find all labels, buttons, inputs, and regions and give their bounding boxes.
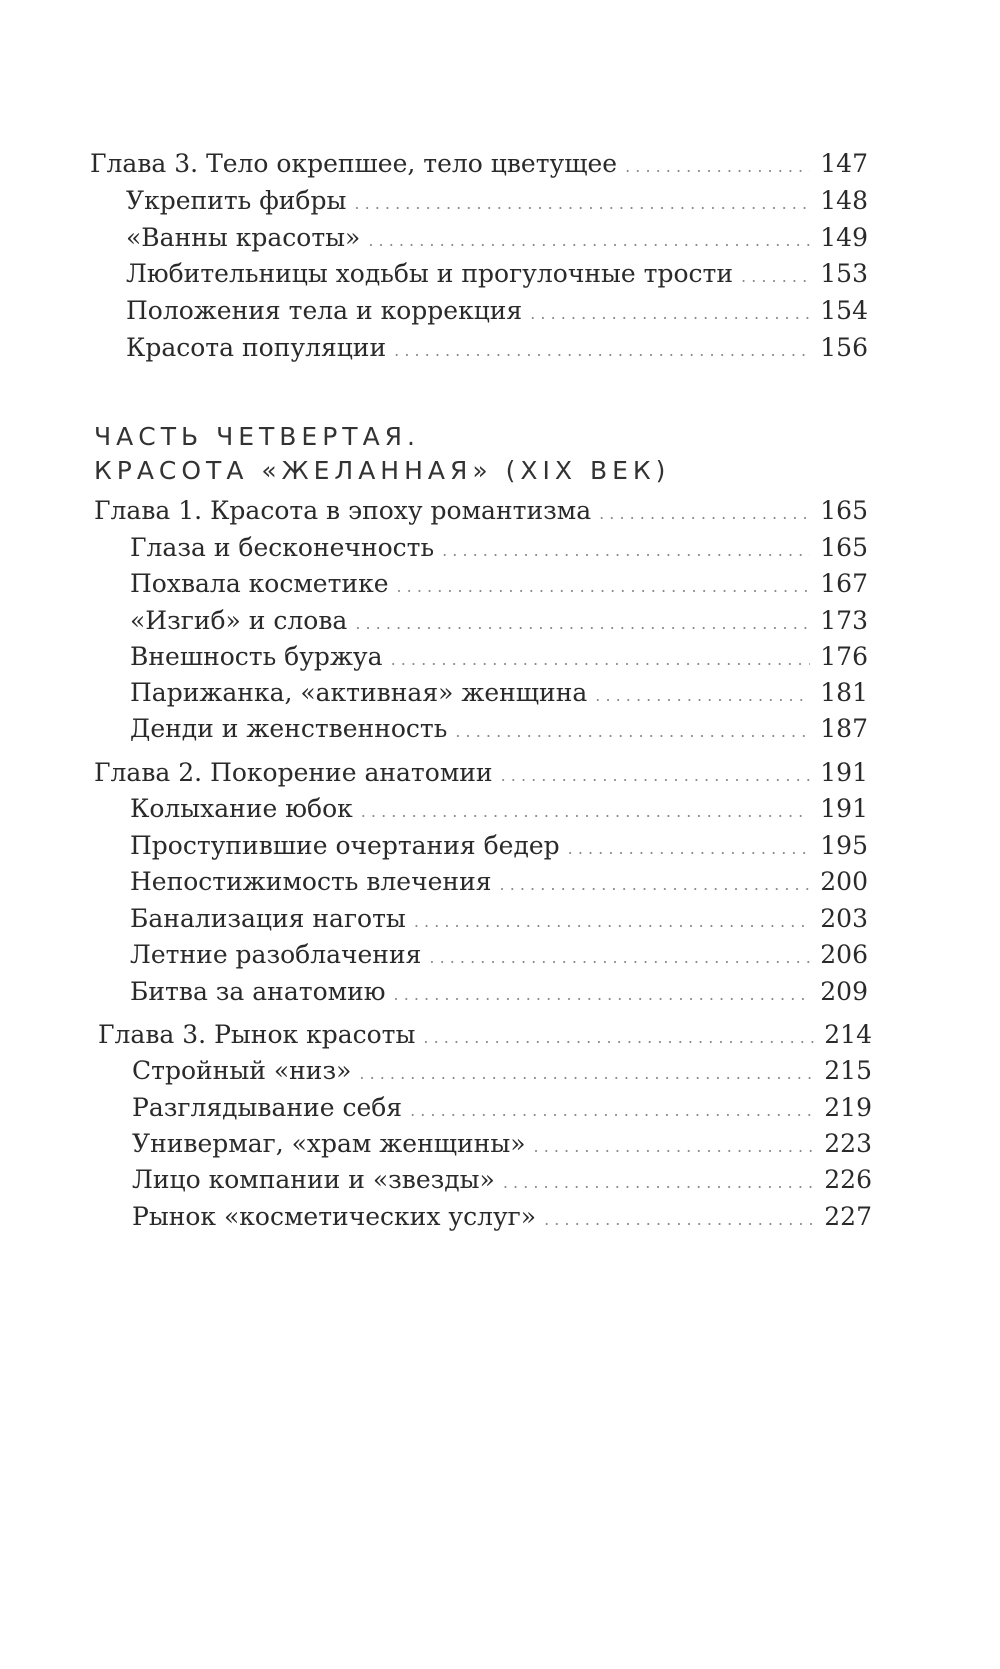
- toc-entry-page: 223: [824, 1129, 872, 1158]
- toc-entry: [132, 1199, 872, 1235]
- toc-entry: [126, 256, 868, 292]
- dot-leader: [544, 1202, 814, 1238]
- dot-leader: [423, 1020, 814, 1056]
- toc-entry-page: 209: [820, 977, 868, 1006]
- toc-entry-page: 215: [824, 1056, 872, 1085]
- dot-leader: [500, 867, 811, 903]
- dot-leader: [359, 1056, 814, 1092]
- toc-entry: [126, 220, 868, 256]
- toc-entry-page: 187: [820, 714, 868, 743]
- dot-leader: [501, 758, 811, 794]
- toc-entry-page: 200: [820, 867, 868, 896]
- toc-entry-title: Глава 1. Красота в эпоху романтизма: [94, 496, 592, 525]
- toc-entry-title: Проступившие очертания бедер: [130, 831, 560, 860]
- toc-entry-title: Глава 3. Тело окрепшее, тело цветущее: [90, 149, 618, 178]
- toc-entry: [130, 828, 868, 864]
- toc-entry: [130, 675, 868, 711]
- toc-entry-title: Глава 2. Покорение анатомии: [94, 758, 493, 787]
- toc-entry: [130, 791, 868, 827]
- toc-entry-page: 165: [820, 496, 868, 525]
- toc-entry-title: «Ванны красоты»: [126, 223, 361, 252]
- toc-entry: [126, 293, 868, 329]
- dot-leader: [625, 149, 810, 185]
- toc-entry-title: Парижанка, «активная» женщина: [130, 678, 588, 707]
- toc-chapter-heading: [94, 493, 868, 529]
- toc-entry-title: Глава 3. Рынок красоты: [98, 1020, 416, 1049]
- toc-entry: [132, 1053, 872, 1089]
- dot-leader: [368, 223, 810, 259]
- toc-entry: [130, 974, 868, 1010]
- toc-entry-title: Непостижимость влечения: [130, 867, 492, 896]
- toc-entry-page: 206: [820, 940, 868, 969]
- toc-entry-title: Укрепить фибры: [126, 186, 347, 215]
- dot-leader: [394, 333, 810, 369]
- dot-leader: [455, 714, 810, 750]
- toc-entry-title: Банализация наготы: [130, 904, 406, 933]
- toc-entry-page: 149: [820, 223, 868, 252]
- toc-entry: [130, 937, 868, 973]
- toc-entry-page: 167: [820, 569, 868, 598]
- toc-entry-title: Колыхание юбок: [130, 794, 353, 823]
- dot-leader: [355, 606, 810, 642]
- dot-leader: [530, 296, 810, 332]
- toc-entry: [130, 711, 868, 747]
- dot-leader: [568, 831, 811, 867]
- toc-entry-page: 195: [820, 831, 868, 860]
- toc-entry: [130, 639, 868, 675]
- toc-entry-title: Лицо компании и «звезды»: [132, 1165, 495, 1194]
- toc-entry-page: 147: [820, 149, 868, 178]
- toc-entry-page: 181: [820, 678, 868, 707]
- toc-entry: [126, 330, 868, 366]
- toc-entry-title: Битва за анатомию: [130, 977, 386, 1006]
- toc-entry-page: 191: [820, 794, 868, 823]
- toc-entry-page: 214: [824, 1020, 872, 1049]
- toc-entry-page: 165: [820, 533, 868, 562]
- dot-leader: [429, 940, 810, 976]
- toc-chapter-heading: [98, 1017, 872, 1053]
- toc-entry: [130, 901, 868, 937]
- toc-entry-page: 156: [820, 333, 868, 362]
- toc-entry: [132, 1162, 872, 1198]
- dot-leader: [442, 533, 810, 569]
- dot-leader: [595, 678, 810, 714]
- toc-entry-page: 153: [820, 259, 868, 288]
- toc-entry: [132, 1090, 872, 1126]
- dot-leader: [394, 977, 811, 1013]
- toc-entry: [130, 530, 868, 566]
- toc-entry-title: Глаза и бесконечность: [130, 533, 435, 562]
- toc-entry-page: 226: [824, 1165, 872, 1194]
- toc-entry-page: 203: [820, 904, 868, 933]
- toc-entry-title: Универмаг, «храм женщины»: [132, 1129, 526, 1158]
- toc-chapter-heading: [94, 755, 868, 791]
- toc-entry-title: Рынок «косметических услуг»: [132, 1202, 537, 1231]
- dot-leader: [361, 794, 811, 830]
- toc-entry-page: 176: [820, 642, 868, 671]
- toc-entry-title: «Изгиб» и слова: [130, 606, 348, 635]
- dot-leader: [391, 642, 811, 678]
- dot-leader: [503, 1165, 814, 1201]
- toc-chapter-heading: [90, 146, 868, 182]
- toc-entry-title: Положения тела и коррекция: [126, 296, 523, 325]
- dot-leader: [410, 1093, 814, 1129]
- toc-entry-page: 154: [820, 296, 868, 325]
- toc-entry-title: Любительницы ходьбы и прогулочные трости: [126, 259, 734, 288]
- toc-entry-page: 191: [820, 758, 868, 787]
- toc-entry-title: Разглядывание себя: [132, 1093, 403, 1122]
- toc-entry-title: Стройный «низ»: [132, 1056, 352, 1085]
- toc-entry-title: Внешность буржуа: [130, 642, 383, 671]
- toc-entry-title: Похвала косметике: [130, 569, 389, 598]
- dot-leader: [741, 259, 810, 295]
- toc-entry-title: Красота популяции: [126, 333, 387, 362]
- toc-entry: [130, 566, 868, 602]
- dot-leader: [414, 904, 810, 940]
- dot-leader: [599, 496, 810, 532]
- part-heading-line-1: ЧАСТЬ ЧЕТВЕРТАЯ.: [94, 422, 420, 451]
- dot-leader: [534, 1129, 815, 1165]
- toc-entry-title: Денди и женственность: [130, 714, 448, 743]
- toc-entry: [130, 864, 868, 900]
- toc-entry-page: 227: [824, 1202, 872, 1231]
- toc-entry: [132, 1126, 872, 1162]
- part-heading-line-2: КРАСОТА «ЖЕЛАННАЯ» (XIX ВЕК): [94, 456, 671, 485]
- dot-leader: [354, 186, 810, 222]
- dot-leader: [397, 569, 811, 605]
- toc-entry-title: Летние разоблачения: [130, 940, 422, 969]
- toc-entry-page: 173: [820, 606, 868, 635]
- toc-entry-page: 148: [820, 186, 868, 215]
- toc-entry: [126, 183, 868, 219]
- toc-entry: [130, 603, 868, 639]
- toc-entry-page: 219: [824, 1093, 872, 1122]
